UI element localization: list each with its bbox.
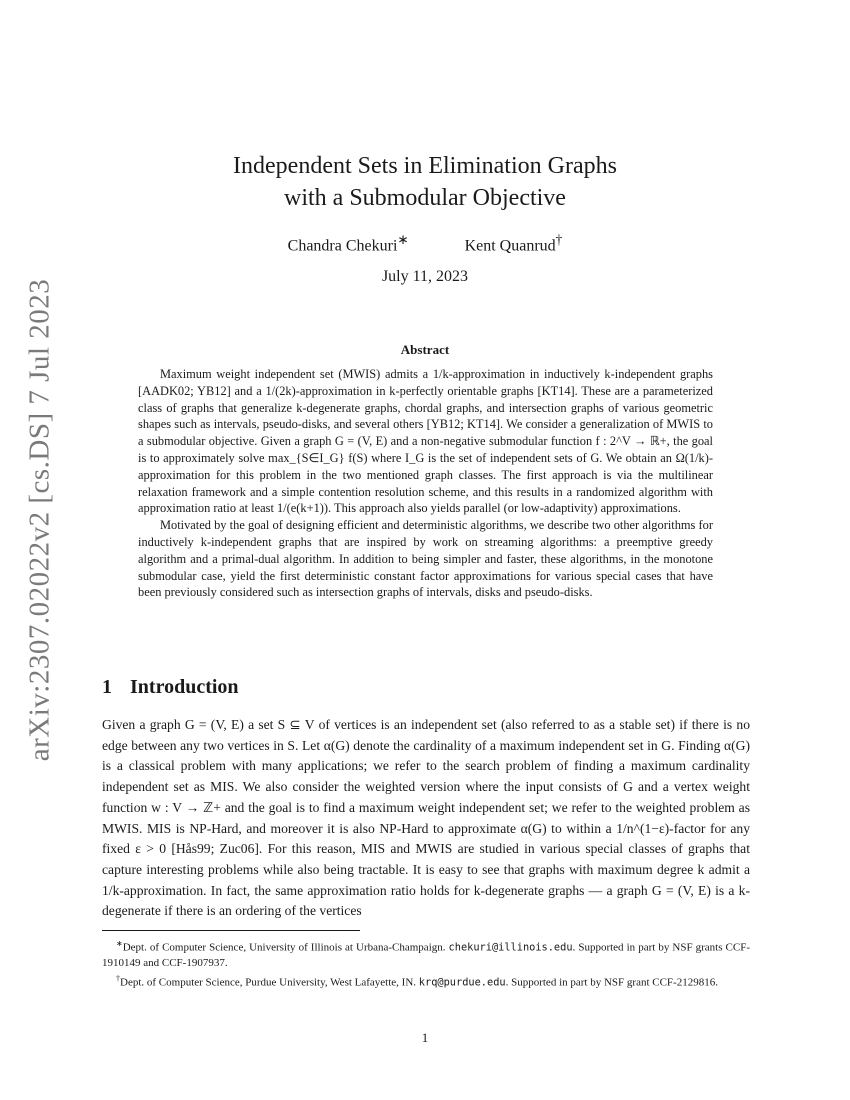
- author-1-mark: ∗: [397, 232, 409, 247]
- footnote-2-tail: . Supported in part by NSF grant CCF-2129816.: [505, 976, 718, 989]
- abstract-heading: Abstract: [400, 342, 450, 357]
- page-number: 1: [421, 1030, 429, 1045]
- footnote-2: [102, 971, 750, 991]
- author-2-name: Kent Quanrud: [464, 237, 556, 255]
- footnote-2-email[interactable]: krq@purdue.edu: [418, 976, 506, 989]
- footnotes: [102, 936, 750, 991]
- section-heading: [102, 676, 239, 699]
- author-2: [465, 232, 563, 255]
- footnote-2-text: Dept. of Computer Science, Purdue University, West Lafayette, IN.: [120, 976, 419, 989]
- author-2-mark: †: [555, 232, 563, 247]
- section-title: Introduction: [130, 676, 239, 698]
- author-1: [288, 232, 409, 255]
- introduction-body: [102, 715, 750, 922]
- footnote-rule: [102, 930, 360, 931]
- section-number: 1: [102, 676, 112, 698]
- footnote-1-mark: ∗: [116, 939, 123, 948]
- abstract-body: [138, 366, 713, 601]
- arxiv-stamp: [0, 0, 70, 1100]
- arxiv-identifier: arXiv:2307.02022v2 [cs.DS] 7 Jul 2023: [23, 278, 56, 762]
- intro-paragraph-1: Given a graph G = (V, E) a set S ⊆ V of vertices is an independent set (also referred to as a stable set) if there is no edge between any two vertices in S. Let α(G) denote the cardinality of a maximum independent set in G. Finding α(G) is a classical problem with many applications; we refer to the search problem of finding a maximum cardinality independent set as MIS. We also consider the weighted version where the input consists of G and a vertex weight function w : V → ℤ+ and the goal is to find a maximum weight independent set; we refer to the weighted problem as MWIS. MIS is NP-Hard, and moreover it is also NP-Hard to approximate α(G) to within a 1/n^(1−ε)-factor for any fixed ε > 0 [Hås99; Zuc06]. For this reason, MIS and MWIS are studied in various special classes of graphs that capture interesting problems while also being tractable. It is easy to see that graphs with maximum degree k admit a 1/k-approximation. In fact, the same approximation ratio holds for k-degenerate graphs — a graph G = (V, E) is a k-degenerate if there is an ordering of the vertices: [102, 717, 750, 919]
- footnote-2-mark: †: [116, 974, 120, 984]
- abstract-paragraph-2: Motivated by the goal of designing efficient and deterministic algorithms, we describe two other algorithms for inductively k-independent graphs that are inspired by work on streaming algorithms: a preemptive greedy algorithm and a primal-dual algorithm. In addition to being simpler and faster, these algorithms, in the monotone submodular case, yield the first deterministic constant factor approximations for various special cases that have been previously considered such as intersection graphs of intervals, disks and pseudo-disks.: [138, 518, 713, 600]
- title-line-2: with a Submodular Objective: [284, 185, 566, 211]
- abstract-paragraph-1: Maximum weight independent set (MWIS) admits a 1/k-approximation in inductively k-independent graphs [AADK02; YB12] and a 1/(2k)-approximation in k-perfectly orientable graphs [KT14]. These are a parameterized class of graphs that generalize k-degenerate graphs, chordal graphs, and intersection graphs of various geometric shapes such as intervals, pseudo-disks, and several others [YB12; KT14]. We consider a generalization of MWIS to a submodular objective. Given a graph G = (V, E) and a non-negative submodular function f : 2^V → ℝ+, the goal is to approximately solve max_{S∈I_G} f(S) where I_G is the set of independent sets of G. We obtain an Ω(1/k)-approximation for this problem in the two mentioned graph classes. The first approach is via the multilinear relaxation framework and a simple contention resolution scheme, and this results in a randomized algorithm with approximation ratio at least 1/(e(k+1)). This approach also yields parallel (or low-adaptivity) approximations.: [138, 367, 713, 516]
- title-line-1: Independent Sets in Elimination Graphs: [233, 153, 617, 179]
- footnote-1: [102, 936, 750, 971]
- footnote-1-tail: . Supported in part by NSF grants CCF-1910149 and CCF-1907937.: [102, 941, 750, 969]
- paper-date: July 11, 2023: [381, 268, 469, 285]
- author-list: [150, 232, 700, 255]
- footnote-1-text: Dept. of Computer Science, University of Illinois at Urbana-Champaign.: [122, 941, 449, 954]
- footnote-1-email[interactable]: chekuri@illinois.edu: [448, 941, 573, 954]
- author-1-name: Chandra Chekuri: [287, 237, 398, 255]
- paper-title: [150, 150, 700, 214]
